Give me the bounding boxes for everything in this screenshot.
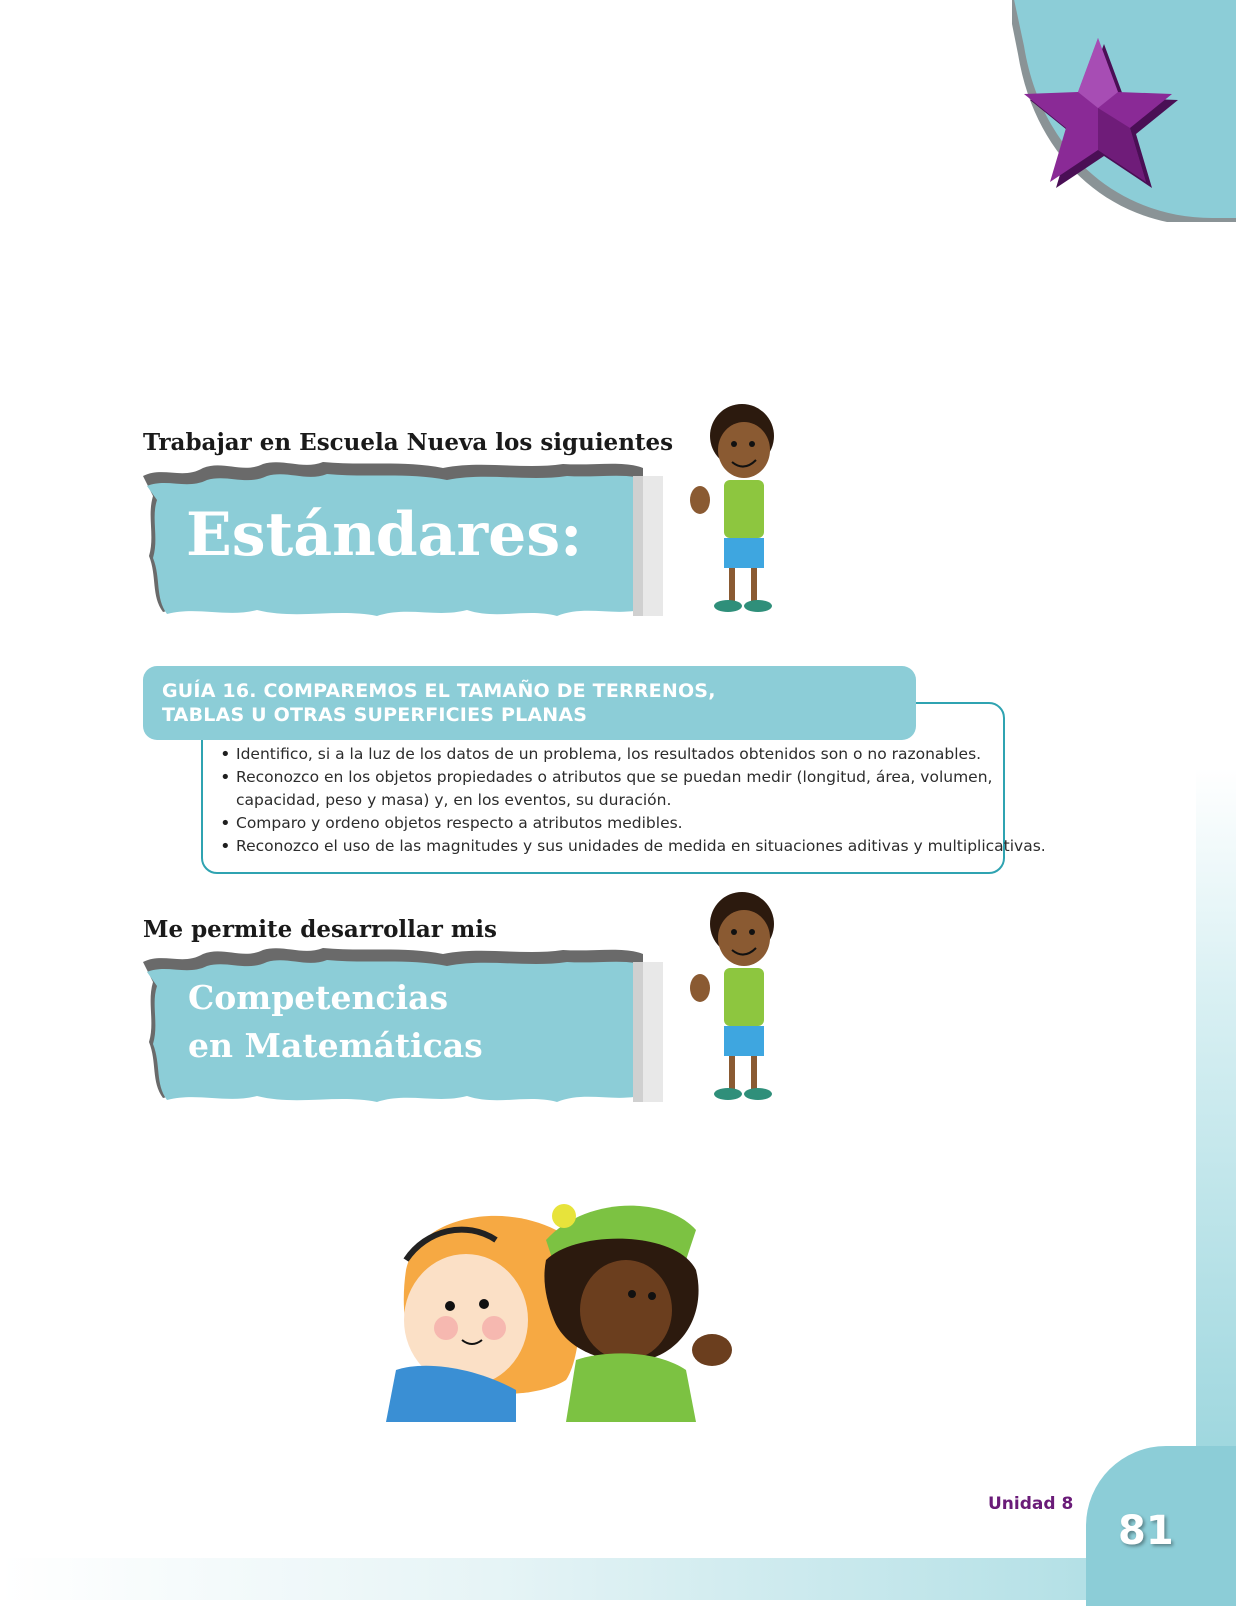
- competencies-title-line-1: Competencias: [188, 978, 449, 1017]
- list-item: • Reconozco el uso de las magnitudes y sus unidades de medida en situaciones aditivas y multiplicativas.: [220, 835, 990, 858]
- page-number: 81: [1118, 1508, 1174, 1554]
- corner-star-tab: [1012, 0, 1236, 222]
- guide-heading: [143, 666, 916, 740]
- competencies-intro: Me permite desarrollar mis: [143, 916, 497, 943]
- standards-intro: Trabajar en Escuela Nueva los siguientes: [143, 429, 674, 456]
- list-item: • Identifico, si a la luz de los datos de un problema, los resultados obtenidos son o no razonables.: [220, 743, 990, 766]
- two-children-illustration: [386, 1200, 762, 1422]
- competencies-title: [188, 974, 483, 1070]
- boy-character: [686, 888, 796, 1118]
- right-decorative-band: [1196, 0, 1236, 1600]
- list-item-text: Reconozco en los objetos propiedades o atributos que se puedan medir (longitud, área, volumen,: [236, 768, 993, 786]
- standards-list: [220, 743, 1046, 858]
- unit-label: Unidad 8: [988, 1494, 1074, 1514]
- guide-heading-line-1: GUÍA 16. COMPAREMOS EL TAMAÑO DE TERRENOS,: [162, 680, 716, 702]
- guide-heading-line-2: TABLAS U OTRAS SUPERFICIES PLANAS: [162, 704, 588, 726]
- competencies-title-line-2: en Matemáticas: [188, 1026, 483, 1065]
- list-item: • Comparo y ordeno objetos respecto a atributos medibles.: [220, 812, 990, 835]
- standards-title: Estándares:: [186, 500, 583, 570]
- bottom-decorative-band: [0, 1558, 1236, 1600]
- boy-character: [686, 400, 796, 630]
- list-item: [220, 766, 993, 812]
- list-item-continuation: capacidad, peso y masa) y, en los eventos, su duración.: [236, 791, 672, 809]
